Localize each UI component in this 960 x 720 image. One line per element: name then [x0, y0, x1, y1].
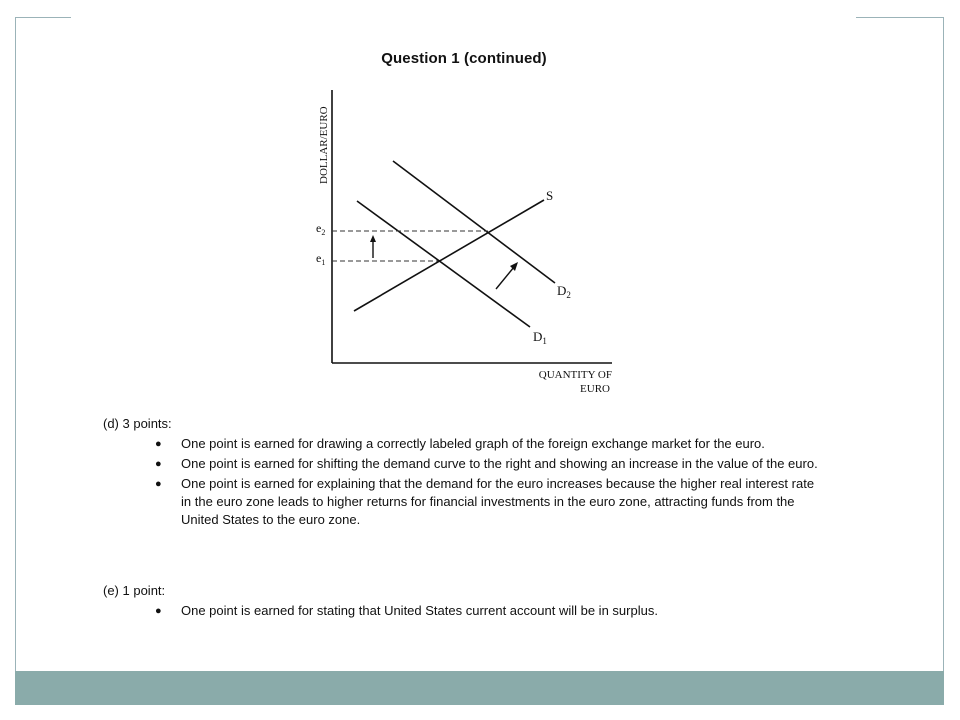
slide-frame-right: [943, 17, 944, 705]
list-item: ● One point is earned for stating that United States current account will be in surplus.: [155, 603, 658, 618]
list-item: ● One point is earned for explaining that the demand for the euro increases because the higher real interest rate in the euro zone leads to higher returns for financial investments in the euro zone, attracting funds from the United States to the euro zone.: [155, 476, 815, 527]
section-e-bullets: [103, 602, 821, 620]
d1-label: $D_1$: [533, 329, 547, 346]
section-d: [103, 415, 821, 529]
demand-curve-d2: [393, 161, 555, 283]
price-increase-arrowhead: [370, 235, 376, 242]
bullet-icon: ●: [155, 438, 162, 450]
section-e: [103, 582, 821, 620]
section-e-heading: (e) 1 point:: [103, 583, 166, 598]
supply-curve: [354, 200, 544, 311]
slide-frame-left: [15, 17, 16, 705]
page-title: Question 1 (continued): [381, 50, 547, 67]
section-d-heading: (d) 3 points:: [103, 416, 172, 431]
e1-label: $e_1$: [316, 251, 326, 267]
slide-frame-top-right: [856, 17, 944, 18]
demand-curve-d1: [357, 201, 530, 327]
list-item: ● One point is earned for drawing a correctly labeled graph of the foreign exchange market for the euro.: [155, 436, 765, 451]
bullet-icon: ●: [155, 605, 162, 617]
x-axis-label-line2: EURO: [580, 383, 610, 395]
forex-market-graph: [300, 80, 630, 400]
bullet-icon: ●: [155, 478, 162, 490]
slide-frame-top-left: [15, 17, 71, 18]
y-axis-label: DOLLAR/EURO: [318, 106, 330, 184]
list-item: ● One point is earned for shifting the demand curve to the right and showing an increase in the value of the euro.: [155, 456, 818, 471]
slide-footer-band: [15, 671, 944, 705]
supply-label: S: [546, 188, 554, 203]
bullet-icon: ●: [155, 458, 162, 470]
section-d-bullets: [103, 435, 821, 529]
d2-label: $D_2$: [557, 283, 571, 300]
e2-label: $e_2$: [316, 221, 326, 237]
x-axis-label-line1: QUANTITY OF: [538, 369, 612, 381]
demand-shift-arrow: [496, 267, 514, 289]
